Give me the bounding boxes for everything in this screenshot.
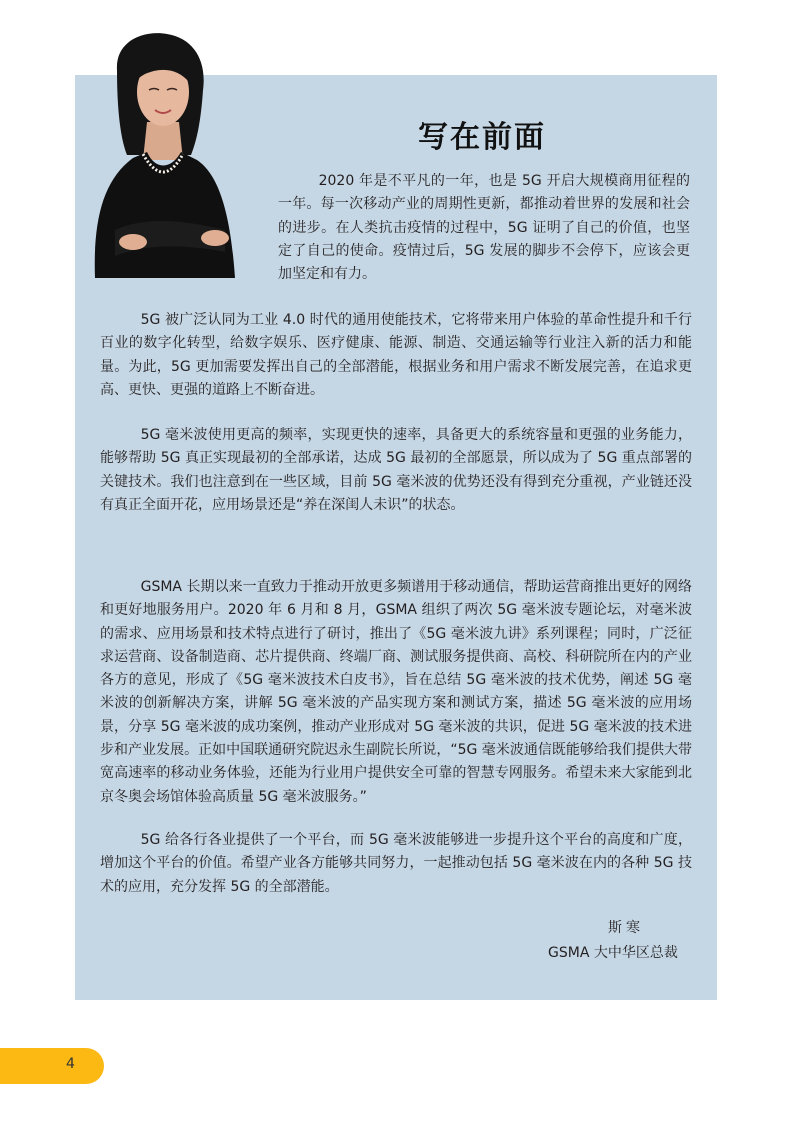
- body-paragraph: 5G 毫米波使用更高的频率，实现更快的速率，具备更大的系统容量和更强的业务能力，能够帮助 5G 真正实现最初的全部承诺，达成 5G 最初的全部愿景，所以成为了 5G 重点部署的关键技术。我们也注意到在一些区域，目前 5G 毫米波的优势还没有得到充分重视，产业链还没有真正全面开花，应用场景还是“养在深闺人未识”的状态。: [100, 427, 692, 513]
- signature-title: GSMA 大中华区总裁: [548, 945, 678, 961]
- body-paragraph: GSMA 长期以来一直致力于推动开放更多频谱用于移动通信，帮助运营商推出更好的网络和更好地服务用户。2020 年 6 月和 8 月，GSMA 组织了两次 5G 毫米波专题论坛，对毫米波的需求、应用场景和技术特点进行了研讨，推出了《5G 毫米波九讲》系列课程；同时，广泛征求运营商、设备制造商、芯片提供商、终端厂商、测试服务提供商、高校、科研院所在内的产业各方的意见，形成了《5G 毫米波技术白皮书》，旨在总结 5G 毫米波的技术优势，阐述 5G 毫米波的创新解决方案，讲解 5G 毫米波的产品实现方案和测试方案，描述 5G 毫米波的应用场景，分享 5G 毫米波的成功案例，推动产业形成对 5G 毫米波的共识，促进 5G 毫米波的技术进步和产业发展。正如中国联通研究院迟永生副院长所说，“5G 毫米波通信既能够给我们提供大带宽高速率的移动业务体验，还能为行业用户提供安全可靠的智慧专网服务。希望未来大家能到北京冬奥会场馆体验高质量 5G 毫米波服务。”: [100, 579, 692, 805]
- page-number-tab: [0, 1048, 104, 1084]
- page-title: 写在前面: [418, 120, 546, 155]
- signature-name: 斯寒: [608, 920, 644, 936]
- author-portrait: [75, 30, 245, 278]
- body-paragraph: 5G 给各行各业提供了一个平台，而 5G 毫米波能够进一步提升这个平台的高度和广度，增加这个平台的价值。希望产业各方能够共同努力，一起推动包括 5G 毫米波在内的各种 5G 技术的应用，充分发挥 5G 的全部潜能。: [100, 832, 692, 895]
- body-paragraph: 5G 被广泛认同为工业 4.0 时代的通用使能技术，它将带来用户体验的革命性提升和千行百业的数字化转型，给数字娱乐、医疗健康、能源、制造、交通运输等行业注入新的活力和能量。为此，5G 更加需要发挥出自己的全部潜能，根据业务和用户需求不断发展完善，在追求更高、更快、更强的道路上不断奋进。: [100, 312, 692, 398]
- intro-paragraph: 2020 年是不平凡的一年，也是 5G 开启大规模商用征程的一年。每一次移动产业的周期性更新，都推动着世界的发展和社会的进步。在人类抗击疫情的过程中，5G 证明了自己的价值，也坚定了自己的使命。疫情过后，5G 发展的脚步不会停下，应该会更加坚定和有力。: [278, 173, 690, 283]
- page-number: 4: [66, 1056, 75, 1072]
